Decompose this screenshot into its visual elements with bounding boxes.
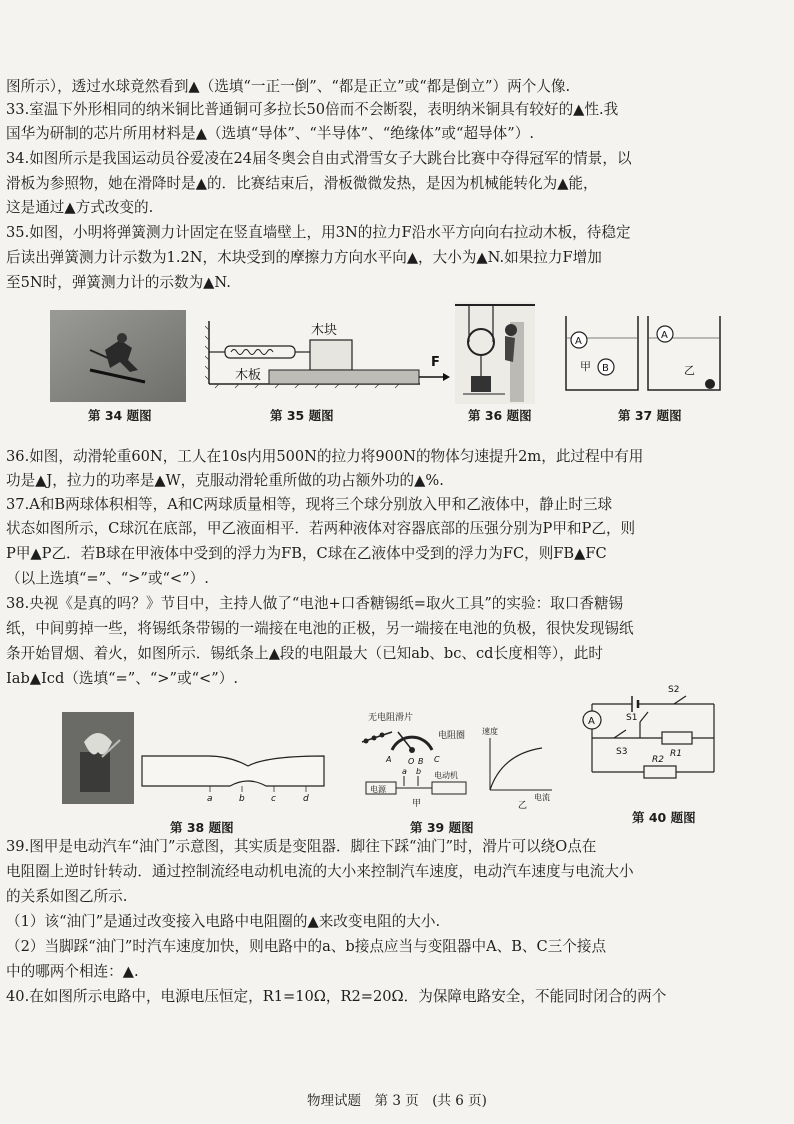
figure-caption: 第 36 题图 [468,408,532,423]
pulley-photo [455,302,535,404]
pivot-o-label: O [408,757,415,766]
text-line: 的关系如图乙所示. [6,888,128,905]
text-line: 后读出弹簧测力计示数为1.2N，木块受到的摩擦力方向水平向▲，大小为▲N.如果拉力F增加 [6,249,602,266]
r2-label: R2 [652,755,664,765]
circuit-diagram [574,682,726,784]
s3-label: S3 [616,747,628,757]
text-line: 38.央视《是真的吗？》节目中，主持人做了“电池+口香糖锡纸=取火工具”的实验：取口香糖锡 [6,595,624,612]
figure-caption: 第 39 题图 [410,820,474,835]
text-line: 滑板为参照物，她在滑降时是▲的．比赛结束后，滑板微微发热，是因为机械能转化为▲能， [6,175,598,192]
text-line: 33.室温下外形相同的纳米铜比普通铜可多拉长50倍而不会断裂，表明纳米铜具有较好的▲性.我 [6,101,619,118]
board-label: 木板 [235,368,262,383]
ball-a-label: A [575,336,582,347]
terminal-a-label: A [386,755,392,764]
text-line: 国华为研制的芯片所用材料是▲（选填“导体”、“半导体”、“绝缘体”或“超导体”）. [6,125,534,142]
liquid-yi-label: 乙 [684,364,695,377]
burning-foil-photo [62,712,134,804]
text-line: 35.如图，小明将弹簧测力计固定在竖直墙壁上，用3N的拉力F沿水平方向向右拉动木板，待稳定 [6,224,631,241]
s2-label: S2 [668,685,680,695]
fig-yi-label: 乙 [518,801,528,811]
text-line: 34.如图所示是我国运动员谷爱凌在24届冬奥会自由式滑雪女子大跳台比赛中夺得冠军的情景，以 [6,150,632,167]
text-line: 36.如图，动滑轮重60N，工人在10s内用500N的拉力将900N的物体匀速提升2m，此过程中有用 [6,448,644,465]
liquid-jia-label: 甲 [580,360,591,373]
s1-label: S1 [626,713,638,723]
page-footer: 物理试题 第 3 页 (共 6 页) [307,1093,487,1109]
contact-a-label: a [402,767,407,776]
text-line: P甲▲P乙．若B球在甲液体中受到的浮力为FB，C球在乙液体中受到的浮力为FC，则FB▲FC [6,545,607,562]
text-line: 功是▲J，拉力的功率是▲W，克服动滑轮重所做的功占额外功的▲%. [6,472,444,489]
terminal-b-label: B [418,757,424,766]
foil-strip-diagram [140,740,326,802]
point-a-label: a [207,794,213,802]
text-line: 电阻圈上逆时针转动．通过控制流经电动机电流的大小来控制汽车速度，电动汽车速度与电流大小 [6,863,634,880]
text-line: 至5N时，弹簧测力计的示数为▲N. [6,274,231,291]
terminal-c-label: C [434,755,440,764]
text-line: 40.在如图所示电路中，电源电压恒定，R1=10Ω，R2=20Ω．为保障电路安全，不能同时闭合的两个 [6,988,667,1005]
contact-b-label: b [416,767,422,776]
text-line: 纸，中间剪掉一些，将锡纸条带锡的一端接在电池的正极，另一端接在电池的负极，很快发现锡纸 [6,620,634,637]
text-line: 39.图甲是电动汽车“油门”示意图，其实质是变阻器．脚往下踩“油门”时，滑片可以绕O点在 [6,838,597,855]
text-line: 条开始冒烟、着火，如图所示．锡纸条上▲段的电阻最大（已知ab、bc、cd长度相等），此时 [6,645,603,662]
text-line: 这是通过▲方式改变的. [6,199,154,216]
text-line: 状态如图所示，C球沉在底部，甲乙液面相平．若两种液体对容器底部的压强分别为P甲和P乙，则 [6,520,636,537]
throttle-diagram [352,708,562,812]
motor-label: 电动机 [434,771,458,780]
ammeter-label: A [588,716,595,727]
figure-caption: 第 34 题图 [88,408,152,423]
figure-caption: 第 38 题图 [170,820,234,835]
figure-caption: 第 40 题图 [632,810,696,825]
block-label: 木块 [311,323,338,338]
r1-label: R1 [670,749,682,759]
force-label: F [431,355,440,370]
text-line: （2）当脚踩“油门”时汽车速度加快，则电路中的a、b接点应当与变阻器中A、B、C三个接点 [6,938,607,955]
slider-label: 无电阻滑片 [368,713,414,723]
current-axis-label: 电流 [534,793,550,802]
friction-diagram [205,316,450,396]
source-label: 电源 [370,785,386,794]
fig-jia-label: 甲 [412,799,422,809]
ball-a2-label: A [661,330,668,341]
point-b-label: b [239,794,245,802]
text-line: 中的哪两个相连：▲. [6,963,139,980]
ball-b-label: B [602,363,609,374]
figure-caption: 第 37 题图 [618,408,682,423]
text-line: Iab▲Icd（选填“=”、“>”或“<”）. [6,670,238,687]
text-line: 图所示），透过水球竟然看到▲（选填“一正一倒”、“都是正立”或“都是倒立”）两个人像. [6,78,571,95]
buoyancy-diagram [560,312,726,394]
figure-caption: 第 35 题图 [270,408,334,423]
speed-axis-label: 速度 [482,727,498,736]
point-c-label: c [271,794,276,802]
text-line: 37.A和B两球体积相等，A和C两球质量相等，现将三个球分别放入甲和乙液体中，静止时三球 [6,496,613,513]
skier-photo [50,310,186,402]
coil-label: 电阻圈 [438,731,466,741]
text-line: （以上选填“=”、“>”或“<”）. [6,570,209,587]
point-d-label: d [303,794,309,802]
text-line: （1）该“油门”是通过改变接入电路中电阻圈的▲来改变电阻的大小. [6,913,441,930]
